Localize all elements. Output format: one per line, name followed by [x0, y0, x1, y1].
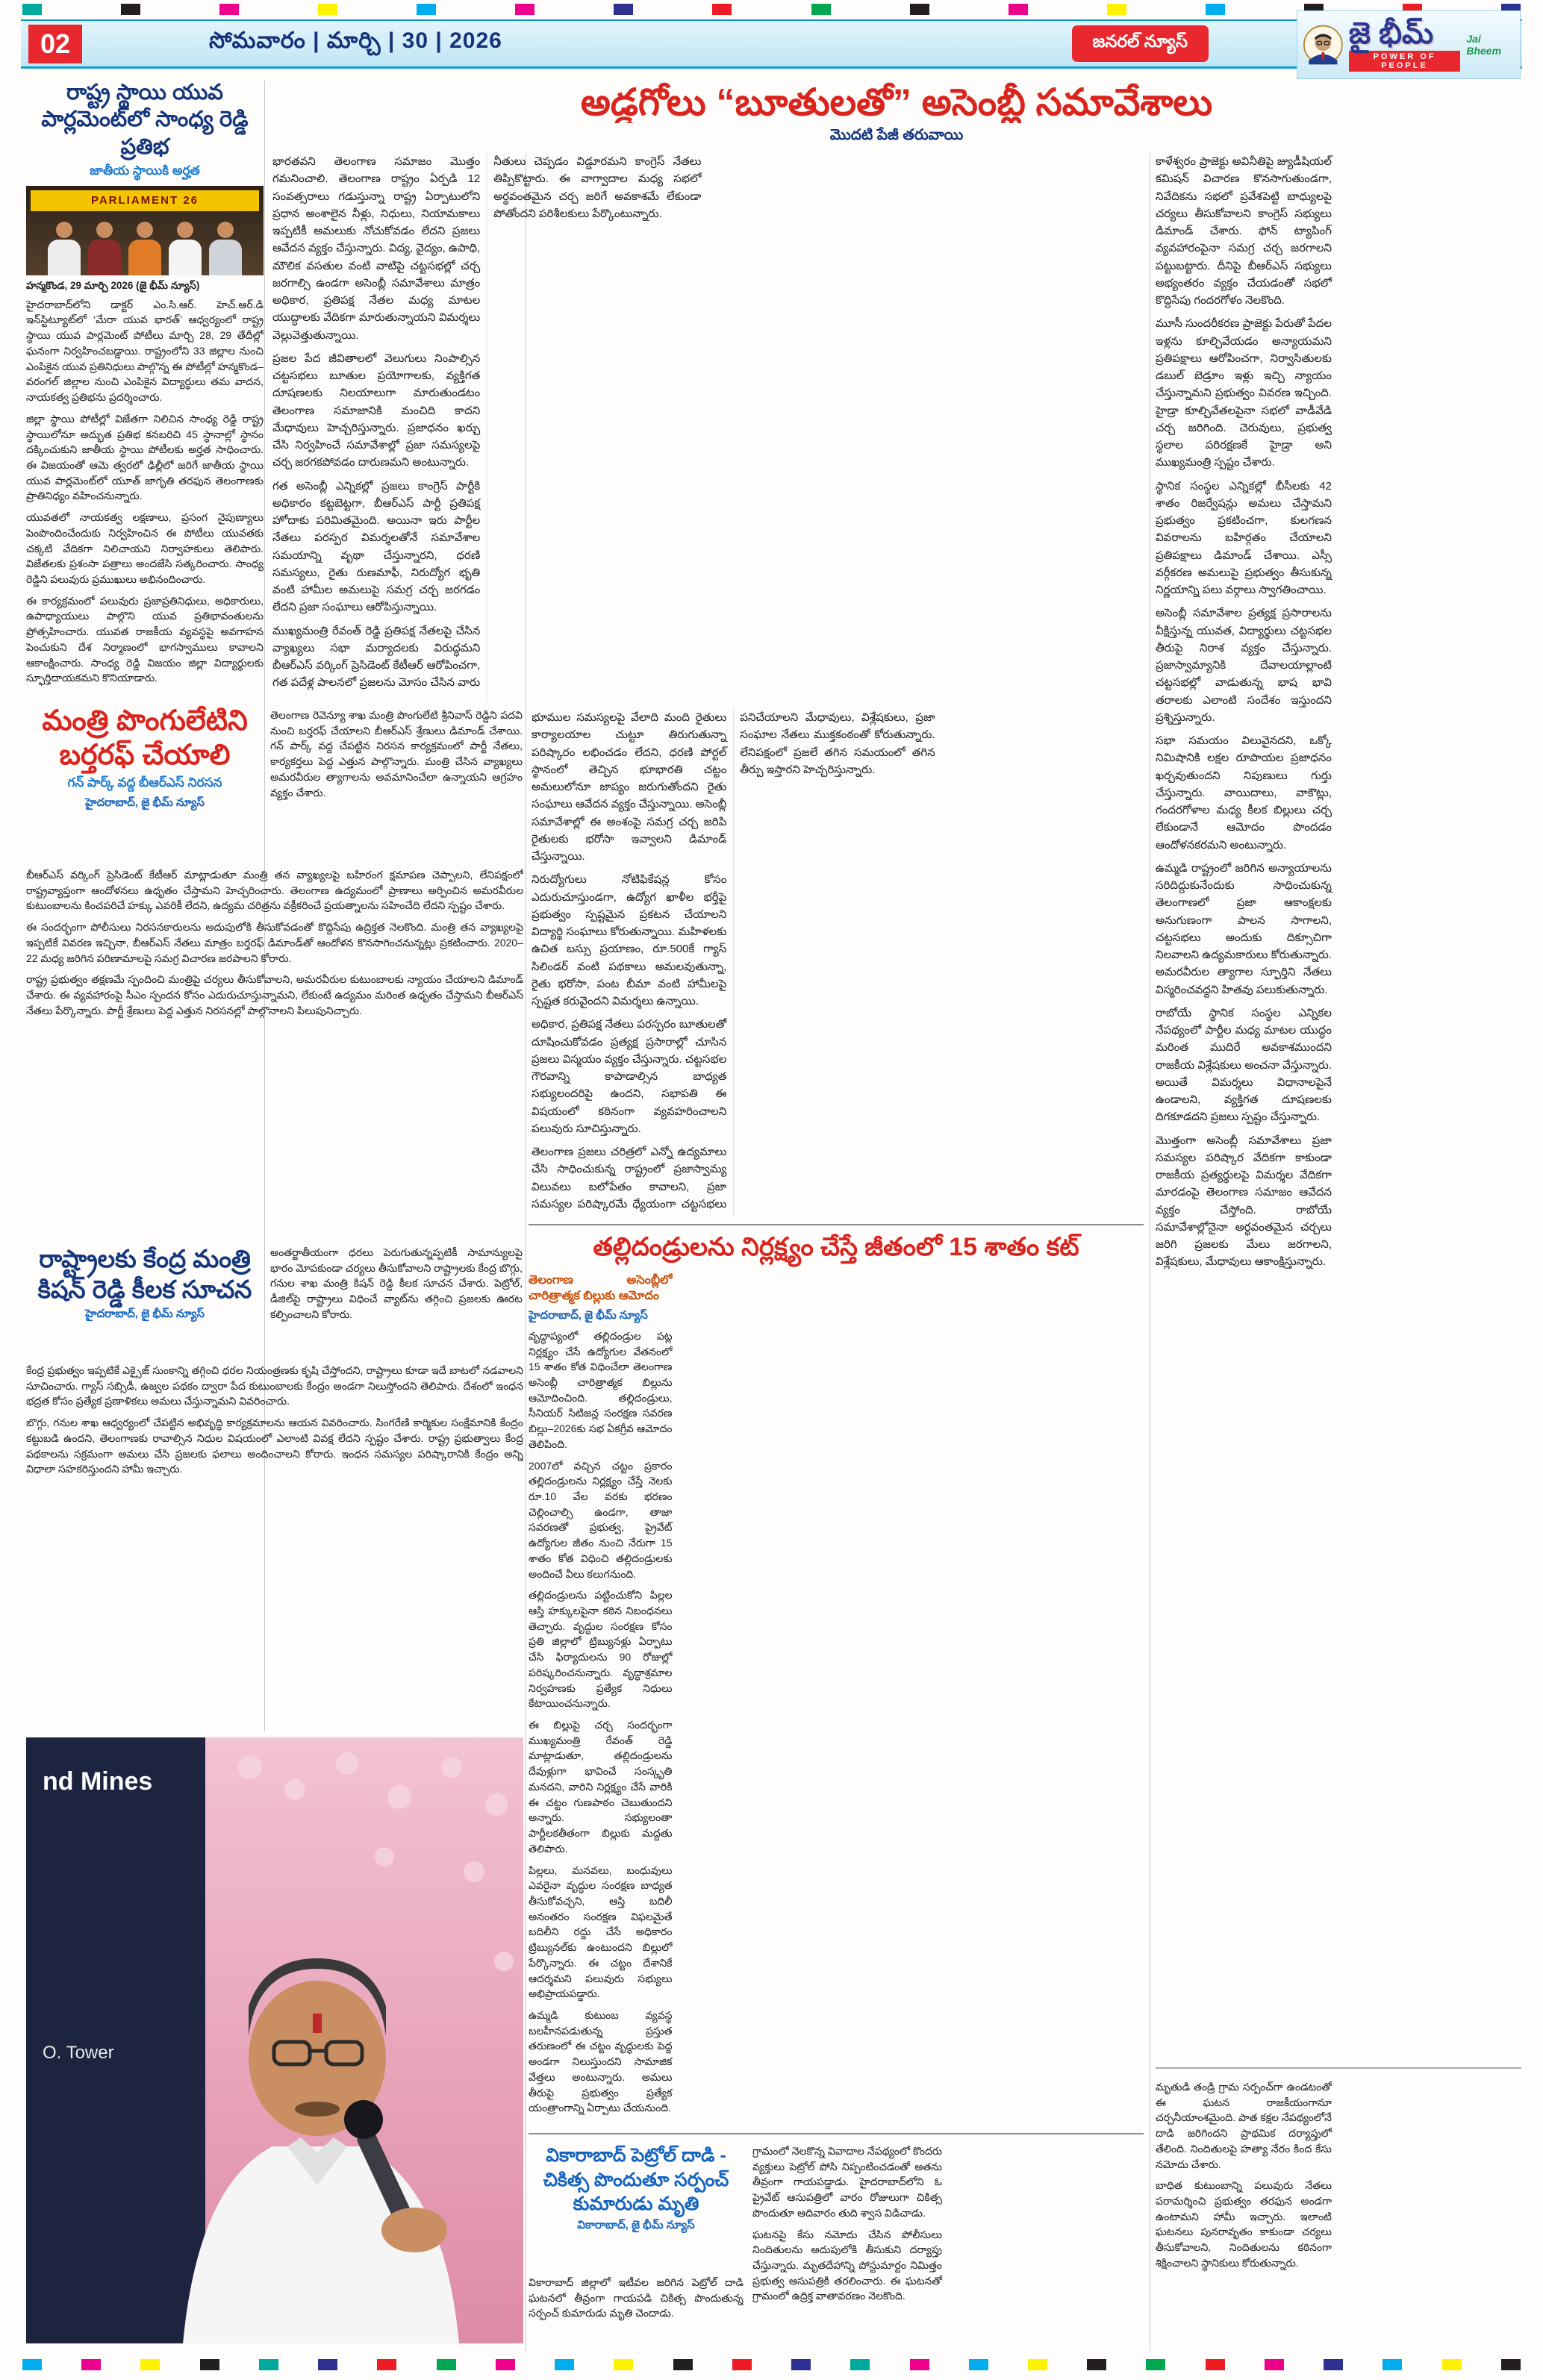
paragraph: భూముల సమస్యలపై వేలాది మంది రైతులు కార్యాలయాల చుట్టూ తిరుగుతున్నా పరిష్కారం లభించడం లేదని, ధరణి పోర్టల్ స్థానంలో తెచ్చిన భూభారతి చట్టం అమలులోనూ జాప్యం జరుగుతోందని రైతు సంఘాలు ఆవేదన వ్యక్తం చేస్తున్నాయి. అసెంబ్లీ సమావేశాల్లో ఈ అంశంపై సమగ్ర చర్చ జరిపి రైతులకు భరోసా ఇవ్వాలని డిమాండ్ చేస్తున్నాయి. — [532, 711, 727, 863]
paragraph: 2007లో వచ్చిన చట్టం ప్రకారం తల్లిదండ్రులను నిర్లక్ష్యం చేస్తే నెలకు రూ.10 వేల వరకు భరణం చెల్లించాల్సి ఉండగా, తాజా సవరణతో ప్రభుత్వ, ప్రైవేట్ ఉద్యోగుల జీతం నుంచి నేరుగా 15 శాతం కోత విధించి తల్లిదండ్రులకు అందించే వీలు కలుగనుంది. — [529, 1459, 673, 1580]
calibration-mark — [1501, 2359, 1521, 2370]
masthead — [21, 16, 1522, 70]
paragraph: అసెంబ్లీ సమావేశాల ప్రత్యక్ష ప్రసారాలను వీక్షిస్తున్న యువత, విద్యార్థులు చట్టసభల తీరుపై నిరాశ వ్యక్తం చేస్తున్నారు. ప్రజాస్వామ్యానికి దేవాలయాల్లాంటి చట్టసభల్లో వాడుతున్న భాష భావి తరాలకు ఎలాంటి సందేశం ఇస్తుందని ప్రశ్నిస్తున్నారు. — [1156, 607, 1332, 724]
article-youth-parliament — [26, 79, 264, 703]
paragraph: ఉమ్మడి కుటుంబ వ్యవస్థ బలహీనపడుతున్న ప్రస్తుత తరుణంలో ఈ చట్టం వృద్ధులకు పెద్ద అండగా నిలుస్తుందని సామాజిక వేత్తలు అంటున్నారు. అమలు తీరుపై ప్రభుత్వం ప్రత్యేక యంత్రాంగాన్ని ఏర్పాటు చేయనుంది. — [529, 2008, 673, 2114]
byline: హైదరాబాద్, జై భీమ్ న్యూస్ — [529, 1308, 648, 1322]
calibration-mark — [910, 4, 929, 15]
paragraph: రాబోయే స్థానిక సంస్థల ఎన్నికల నేపథ్యంలో పార్టీల మధ్య మాటల యుద్ధం మరింత ముదిరే అవకాశముందని రాజకీయ విశ్లేషకులు అంచనా వేస్తున్నారు. అయితే విమర్శలు విధానాలపైనే ఉండాలని, వ్యక్తిగత దూషణలకు దిగకూడదని ప్రజలు స్పష్టం చేస్తున్నారు. — [1156, 1006, 1332, 1124]
calibration-mark — [791, 2359, 811, 2370]
calibration-mark — [614, 2359, 633, 2370]
section-badge: జనరల్ న్యూస్ — [1072, 25, 1209, 62]
calibration-mark — [1009, 4, 1028, 15]
masthead-title-block — [1348, 16, 1461, 72]
paragraph: గత అసెంబ్లీ ఎన్నికల్లో ప్రజలు కాంగ్రెస్ పార్టీకి అధికారం కట్టబెట్టగా, బీఆర్ఎస్ పార్టీ ప్రతిపక్ష హోదాకు పరిమితమైంది. అయినా ఇరు పార్టీల నేతలు పరస్పర విమర్శలతోనే సమావేశాల సమయాన్ని వృథా చేస్తున్నారని, ధరణి సమస్యలు, రైతు రుణమాఫీ, నిరుద్యోగ భృతి వంటి హామీల అమలుపై సమగ్ర చర్చ జరగడం లేదని ప్రజా సంఘాలు ఆరోపిస్తున్నాయి. — [272, 479, 481, 614]
person-figure — [128, 222, 161, 275]
paragraph: జిల్లా స్థాయి పోటీల్లో విజేతగా నిలిచిన సాంధ్య రెడ్డి రాష్ట్ర స్థాయిలోనూ అద్భుత ప్రతిభ కనబరిచి 45 స్థానాల్లో స్థానం దక్కించుకుని జాతీయ స్థాయి పోటీలకు అర్హత సాధించారు. ఈ విజయంతో ఆమె త్వరలో ఢిల్లీలో జరిగే జాతీయ స్థాయి యువ పార్లమెంట్‌లో యూత్ జాగృతి తరఫున తెలంగాణకు ప్రాతినిధ్యం వహించనున్నారు. — [26, 412, 264, 502]
calibration-mark — [1146, 2359, 1165, 2370]
paragraph: వృద్ధాప్యంలో తల్లిదండ్రుల పట్ల నిర్లక్ష్యం చేసే ఉద్యోగుల వేతనంలో 15 శాతం కోత విధించేలా తెలంగాణ అసెంబ్లీ చారిత్రాత్మక బిల్లును ఆమోదించింది. తల్లిదండ్రులు, సీనియర్ సిటిజన్ల సంరక్షణ సవరణ బిల్లు–2026కు సభ ఏకగ్రీవ ఆమోదం తెలిపింది. — [529, 1329, 673, 1450]
calibration-mark — [712, 4, 732, 15]
article-headline: వికారాబాద్ పెట్రోల్ దాడి - చికిత్స పొందుతూ సర్పంచ్ కుమారుడు మృతి — [543, 2145, 729, 2214]
photo-youth-parliament — [26, 186, 264, 275]
calibration-mark — [515, 4, 534, 15]
article-headline: రాష్ట్ర స్థాయి యువ పార్లమెంట్‌లో సాంధ్య రెడ్డి ప్రతిభ — [41, 81, 249, 159]
calibration-mark — [496, 2359, 515, 2370]
masthead-tagline: POWER OF PEOPLE — [1349, 51, 1461, 72]
paragraph: బొగ్గు, గనుల శాఖ ఆధ్వర్యంలో చేపట్టిన అభివృద్ధి కార్యక్రమాలను ఆయన వివరించారు. సింగరేణి కార్మికుల సంక్షేమానికి కేంద్రం కట్టుబడి ఉందని, తెలంగాణకు రావాల్సిన నిధుల విషయంలో ఎలాంటి వివక్ష లేదని స్పష్టం చేశారు. రాష్ట్ర ప్రభుత్వాలు కేంద్ర పథకాలను సక్రమంగా అమలు చేసి ప్రజలకు ఫలాలు అందించాలని కోరారు. ఇంధన సమస్యల పరిష్కారానికి కేంద్రం అన్ని విధాలా సహకరిస్తుందని హామీ ఇచ్చారు. — [26, 1417, 523, 1475]
article-kicker: గన్ పార్క్ వద్ద బీఆర్ఎస్ నిరసన — [67, 775, 222, 790]
salary-article-columns — [529, 1273, 1144, 2128]
calibration-mark — [219, 4, 239, 15]
masthead-title: జై భీమ్ — [1348, 16, 1434, 50]
article-kicker: జాతీయ స్థాయికి అర్హత — [90, 163, 200, 178]
paragraph: అధికార, ప్రతిపక్ష నేతలు పరస్పరం బూతులతో దూషించుకోవడం ప్రత్యక్ష ప్రసారాల్లో చూసిన ప్రజలు విస్మయం వ్యక్తం చేస్తున్నారు. చట్టసభల గౌరవాన్ని కాపాడాల్సిన బాధ్యత సభ్యులందరిపై ఉందని, సభాపతి ఈ విషయంలో కఠినంగా వ్యవహరించాలని పలువురు సూచిస్తున్నారు. — [532, 1018, 727, 1135]
photo-people-group — [26, 222, 264, 275]
print-calibration-strip-bottom — [22, 2357, 1521, 2372]
calibration-mark — [1107, 4, 1126, 15]
paragraph: తల్లిదండ్రులను పట్టించుకోని పిల్లల ఆస్తి హక్కులపైనా కఠిన నిబంధనలు తెచ్చారు. వృద్ధుల సంరక్షణ కోసం ప్రతి జిల్లాలో ట్రిబ్యునళ్లు ఏర్పాటు చేసి ఫిర్యాదులను 90 రోజుల్లో పరిష్కరించనున్నారు. వృద్ధాశ్రమాల నిర్వహణకు ప్రత్యేక నిధులు కేటాయించనున్నారు. — [529, 1589, 673, 1710]
main-article-body-middle — [532, 709, 1144, 1216]
main-article-body-top — [272, 153, 1144, 702]
paragraph: ఘటనపై కేసు నమోదు చేసిన పోలీసులు నిందితులను అదుపులోకి తీసుకుని దర్యాప్తు చేస్తున్నారు. మృతదేహాన్ని పోస్టుమార్టం నిమిత్తం ప్రభుత్వ ఆసుపత్రికి తరలించారు. ఈ ఘటనతో గ్రామంలో ఉద్రిక్త వాతావరణం నెలకొంది. — [752, 2228, 942, 2302]
calibration-mark — [1442, 2359, 1462, 2370]
calibration-mark — [259, 2359, 278, 2370]
photo-banner-text: PARLIAMENT 26 — [31, 190, 259, 211]
calibration-mark — [437, 2359, 456, 2370]
vikarabad-body-continuation — [1156, 2079, 1521, 2354]
article-minister-body — [26, 867, 523, 1237]
main-article-body-right — [1156, 153, 1521, 2061]
paragraph: వికారాబాద్ జిల్లాలో ఇటీవల జరిగిన పెట్రోల్ దాడి ఘటనలో తీవ్రంగా గాయపడి చికిత్స పొందుతున్న సర్పంచ్ కుమారుడు మృతి చెందాడు. — [529, 2276, 744, 2320]
calibration-mark — [1028, 2359, 1047, 2370]
calibration-mark — [22, 4, 42, 15]
paragraph: తెలంగాణ రెవెన్యూ శాఖ మంత్రి పొంగులేటి శ్రీనివాస్ రెడ్డిని పదవి నుంచి బర్తరఫ్ చేయాలని బీఆర్ఎస్ శ్రేణులు డిమాండ్ చేశాయి. గన్ పార్క్ వద్ద చేపట్టిన నిరసన కార్యక్రమంలో పార్టీ నేతలు, కార్యకర్తలు పెద్ద ఎత్తున పాల్గొన్నారు. మంత్రి చేసిన వ్యాఖ్యలు అమరవీరుల త్యాగాలను అవమానించేలా ఉన్నాయని ఆగ్రహం వ్యక్తం చేశారు. — [270, 709, 523, 799]
main-headline: అడ్డగోలు “బూతులతో” అసెంబ్లీ సమావేశాలు — [580, 82, 1213, 123]
calibration-mark — [910, 2359, 929, 2370]
calibration-mark — [81, 2359, 101, 2370]
article-minister-headline-block — [26, 705, 264, 816]
paragraph: ప్రజల పేద జీవితాలలో వెలుగులు నింపాల్సిన చట్టసభలు బూతుల ప్రయోగాలకు, వ్యక్తిగత దూషణలకు నిలయాలుగా మారుతుండటం తెలంగాణ సమాజానికి మంచిది కాదని మేధావులు హెచ్చరిస్తున్నారు. ప్రజాధనం ఖర్చు చేసి నిర్వహించే సమావేశాల్లో ప్రజా సమస్యలపై చర్చ జరగకపోవడం దారుణమని అంటున్నారు. — [272, 352, 481, 469]
article-headline: మంత్రి పొంగులేటిని బర్తరఫ్ చేయాలి — [42, 705, 248, 771]
calibration-mark — [969, 2359, 988, 2370]
article-kishan-headline-block — [26, 1243, 264, 1328]
section-rule — [529, 1224, 1144, 1225]
article-body — [529, 1328, 673, 2116]
paragraph: ముఖ్యమంత్రి రేవంత్ రెడ్డి ప్రతిపక్ష నేతలపై చేసిన వ్యాఖ్యలు సభా మర్యాదలకు విరుద్ధమని బీఆర్ఎస్ వర్కింగ్ ప్రెసిడెంట్ కేటీఆర్ ఆరోపించగా, గత పదేళ్ల పాలనలో ప్రజలను మోసం చేసిన వారు నీతులు చెప్పడం విడ్డూరమని కాంగ్రెస్ నేతలు తిప్పికొట్టారు. ఈ వాగ్వాదాల మధ్య సభలో అర్థవంతమైన చర్చ జరిగే అవకాశమే లేకుండా పోతోందని పరిశీలకులు పేర్కొంటున్నారు. — [272, 155, 702, 690]
paragraph: గ్రామంలో నెలకొన్న వివాదాల నేపథ్యంలో కొందరు వ్యక్తులు పెట్రోల్ పోసి నిప్పంటించడంతో అతను తీవ్రంగా గాయపడ్డాడు. హైదరాబాద్‌లోని ఓ ప్రైవేట్ ఆసుపత్రిలో వారం రోజులుగా చికిత్స పొందుతూ ఆదివారం తుది శ్వాస విడిచాడు. — [752, 2145, 942, 2219]
article-kishan-body — [26, 1363, 523, 1733]
paragraph: బాధిత కుటుంబాన్ని పలువురు నేతలు పరామర్శించి ప్రభుత్వం తరఫున అండగా ఉంటామని హామీ ఇచ్చారు. ఇలాంటి ఘటనలు పునరావృతం కాకుండా చర్యలు తీసుకోవాలని, నిందితులను కఠినంగా శిక్షించాలని స్థానికులు కోరుతున్నారు. — [1156, 2179, 1332, 2269]
salary-article — [529, 1273, 1144, 2128]
paragraph: కేంద్ర ప్రభుత్వం ఇప్పటికే ఎక్సైజ్ సుంకాన్ని తగ్గించి ధరల నియంత్రణకు కృషి చేస్తోందని, రాష్ట్రాలు కూడా ఇదే బాటలో నడవాలని సూచించారు. గ్యాస్ సబ్సిడీ, ఉజ్వల పథకం ద్వారా పేద కుటుంబాలకు కేంద్రం అండగా నిలుస్తోందని తెలిపారు. దేశంలో ఇంధన భద్రత కోసం ప్రత్యేక ప్రణాళికలు అమలు చేస్తున్నామని వివరించారు. — [26, 1364, 523, 1408]
calibration-mark — [1265, 2359, 1284, 2370]
masthead-logo — [1297, 10, 1521, 79]
byline: హైదరాబాద్, జై భీమ్ న్యూస్ — [85, 796, 205, 810]
print-calibration-strip-top — [22, 3, 1521, 15]
page-number: 02 — [28, 25, 82, 63]
article-headline: రాష్ట్రాలకు కేంద్ర మంత్రి కిషన్ రెడ్డి కీలక సూచన — [37, 1245, 252, 1304]
paragraph: తెలంగాణ ప్రజలు చరిత్రలో ఎన్నో ఉద్యమాలు చేసి సాధించుకున్న రాష్ట్రంలో ప్రజాస్వామ్య విలువలు బలోపేతం కావాలని, ప్రజా సమస్యల పరిష్కారమే ధ్యేయంగా చట్టసభలు పనిచేయాలని మేధావులు, విశ్లేషకులు, ప్రజా సంఘాల నేతలు ముక్తకంఠంతో కోరుతున్నారు. లేనిపక్షంలో ప్రజలే తగిన సమయంలో తగిన తీర్పు ఇస్తారని హెచ్చరిస్తున్నారు. — [532, 711, 935, 1211]
svg-text:O. Tower: O. Tower — [43, 2043, 114, 2063]
paragraph: బీఆర్ఎస్ వర్కింగ్ ప్రెసిడెంట్ కేటీఆర్ మాట్లాడుతూ మంత్రి తన వ్యాఖ్యలపై బహిరంగ క్షమాపణ చెప్పాలని, లేనిపక్షంలో రాష్ట్రవ్యాప్తంగా ఆందోళనలు ఉధృతం చేస్తామని హెచ్చరించారు. తెలంగాణ ఉద్యమంలో ప్రాణాలు అర్పించిన అమరవీరుల కుటుంబాలను కించపరిచే హక్కు ఎవరికీ లేదని, ఉద్యమ చరిత్రను వక్రీకరించే ప్రయత్నాలను సహించేది లేదని స్పష్టం చేశారు. — [26, 869, 523, 912]
paragraph: ఈ కార్యక్రమంలో పలువురు ప్రజాప్రతినిధులు, అధికారులు, ఉపాధ్యాయులు పాల్గొని యువ ప్రతిభావంతులను ప్రోత్సహించారు. యువత రాజకీయ వ్యవస్థపై అవగాహన పెంచుకుని దేశ నిర్మాణంలో భాగస్వాములు కావాలని ఆకాంక్షించారు. సాంధ్య రెడ్డి విజయం జిల్లా విద్యార్థులకు స్ఫూర్తిదాయకమని కొనియాడారు. — [26, 594, 264, 684]
vikarabad-body-left — [529, 2275, 744, 2357]
ambedkar-portrait-icon — [1303, 23, 1343, 66]
paragraph: యువతలో నాయకత్వ లక్షణాలు, ప్రసంగ నైపుణ్యాలు పెంపొందించేందుకు నిర్వహించిన ఈ పోటీలు యువతకు చక్కటి వేదికగా నిలిచాయని నిర్వాహకులు తెలిపారు. విజేతలకు ప్రశంసా పత్రాలు అందజేసి సత్కరించారు. సాంధ్య రెడ్డిని పలువురు ప్రముఖులు అభినందించారు. — [26, 511, 264, 585]
person-figure — [209, 222, 242, 275]
calibration-mark — [140, 2359, 160, 2370]
paragraph: స్థానిక సంస్థల ఎన్నికల్లో బీసీలకు 42 శాతం రిజర్వేషన్లు అమలు చేస్తామని ప్రభుత్వం ప్రకటించగా, కులగణన వివరాలను బహిర్గతం చేయాలని ప్రతిపక్షాలు డిమాండ్ చేశాయి. ఎస్సీ వర్గీకరణ అమలుపై ప్రభుత్వం తీసుకున్న నిర్ణయాన్ని పలు వర్గాలు స్వాగతించాయి. — [1156, 479, 1332, 596]
calibration-mark — [121, 4, 140, 15]
paragraph: పిల్లలు, మనవలు, బంధువులు ఎవరైనా వృద్ధుల సంరక్షణ బాధ్యత తీసుకోవచ్చని, ఆస్తి బదిలీ అనంతరం సంరక్షణ విఫలమైతే బదిలీని రద్దు చేసే అధికారం ట్రిబ్యునల్‌కు ఉంటుందని బిల్లులో పేర్కొన్నారు. ఈ చట్టం దేశానికే ఆదర్శమని పలువురు సభ్యులు అభిప్రాయపడ్డారు. — [529, 1864, 673, 2000]
calibration-mark — [1324, 2359, 1343, 2370]
masthead-subtitle: Jai Bheem — [1466, 33, 1502, 57]
calibration-mark — [555, 2359, 574, 2370]
article-kicker: తెలంగాణ అసెంబ్లీలో చారిత్రాత్మక బిల్లుకు ఆమోదం — [529, 1274, 673, 1302]
calibration-mark — [850, 2359, 870, 2370]
dateline: హన్మకొండ, 29 మార్చి 2026 (జై భీమ్ న్యూస్) — [26, 279, 200, 291]
calibration-mark — [318, 4, 337, 15]
person-figure — [88, 222, 121, 275]
article-minister-body-side — [270, 708, 523, 861]
calibration-mark — [1087, 2359, 1106, 2370]
calibration-mark — [1206, 4, 1225, 15]
paragraph: సభా సమయం విలువైనదని, ఒక్కో నిమిషానికి లక్షల రూపాయల ప్రజాధనం ఖర్చవుతుందని నిపుణులు గుర్తు చేస్తున్నారు. వాయిదాలు, వాకౌట్లు, గందరగోళాల మధ్య కీలక బిల్లులు చర్చ లేకుండానే ఆమోదం పొందడం ఆందోళనకరమని అంటున్నారు. — [1156, 734, 1332, 852]
svg-text:nd Mines: nd Mines — [43, 1767, 153, 1796]
paragraph: ఉమ్మడి రాష్ట్రంలో జరిగిన అన్యాయాలను సరిదిద్దుకునేందుకు సాధించుకున్న తెలంగాణలో ప్రజా ఆకాంక్షలకు అనుగుణంగా పాలన సాగాలని, చట్టసభలు అందుకు దిక్సూచిగా నిలవాలని ఉద్యమకారులు కోరుతున్నారు. అమరవీరుల త్యాగాల స్ఫూర్తిని నేతలు విస్మరించవద్దని హితవు పలుకుతున్నారు. — [1156, 861, 1332, 996]
calibration-mark — [614, 4, 633, 15]
edition-date: సోమవారం | మార్చి | 30 | 2026 — [209, 28, 502, 53]
calibration-mark — [22, 2359, 42, 2370]
calibration-mark — [200, 2359, 219, 2370]
paragraph: ఈ సందర్భంగా పోలీసులు నిరసనకారులను అదుపులోకి తీసుకోవడంతో కొద్దిసేపు ఉద్రిక్తత నెలకొంది. మంత్రి తన వ్యాఖ్యలపై ఇప్పటికే వివరణ ఇచ్చినా, బీఆర్ఎస్ నేతలు మాత్రం బర్తరఫ్ డిమాండ్‌తో ఆందోళన కొనసాగించనున్నట్లు ప్రకటించారు. 2020–22 మధ్య జరిగిన పరిణామాలపై సమగ్ర విచారణ జరపాలని కోరారు. — [26, 921, 523, 964]
calibration-mark — [417, 4, 436, 15]
paragraph: ఈ బిల్లుపై చర్చ సందర్భంగా ముఖ్యమంత్రి రేవంత్ రెడ్డి మాట్లాడుతూ, తల్లిదండ్రులను దేవుళ్లుగా భావించే సంస్కృతి మనదని, వారిని నిర్లక్ష్యం చేసే వారికి ఈ చట్టం గుణపాఠం చెబుతుందని అన్నారు. సభ్యులంతా పార్టీలకతీతంగా బిల్లుకు మద్దతు తెలిపారు. — [529, 1719, 673, 1855]
section-rule — [529, 2133, 1144, 2134]
paragraph: మృతుడి తండ్రి గ్రామ సర్పంచ్‌గా ఉండటంతో ఈ ఘటన రాజకీయంగానూ చర్చనీయాంశమైంది. పాత కక్షల నేపథ్యంలోనే దాడి జరిగిందని ప్రాథమిక దర్యాప్తులో తేలింది. నిందితులపై హత్యా నేరం కింద కేసు నమోదు చేశారు. — [1156, 2081, 1332, 2170]
calibration-mark — [811, 4, 831, 15]
calibration-mark — [377, 2359, 396, 2370]
paragraph: భారతవని తెలంగాణ సమాజం మొత్తం గమనించాలి. తెలంగాణ రాష్ట్రం ఏర్పడి 12 సంవత్సరాలు గడుస్తున్నా రాష్ట్ర ఏర్పాటులోని ప్రధాన అంశాలైన నీళ్లు, నిధులు, నియామకాలు ఇప్పటికీ అమలుకు నోచుకోవడం లేదని ప్రజలు ఆవేదన వ్యక్తం చేస్తున్నారు. విద్య, వైద్యం, ఉపాధి, మౌలిక వసతుల వంటి వాటిపై చట్టసభల్లో చర్చ జరగాల్సి ఉండగా అసెంబ్లీ సమావేశాలు మాత్రం అధికార, ప్రతిపక్ష నేతల మధ్య మాటల యుద్ధాలకు వేదికగా మారుతున్నాయని విమర్శలు వెల్లువెత్తుతున్నాయి. — [272, 155, 481, 342]
calibration-mark — [732, 2359, 752, 2370]
continuation-note: మొదటి పేజీ తరువాయి — [829, 127, 964, 143]
paragraph: అంతర్జాతీయంగా ధరలు పెరుగుతున్నప్పటికీ సామాన్యులపై భారం మోపకుండా చర్యలు తీసుకోవాలని రాష్ట్రాలకు కేంద్ర బొగ్గు, గనుల శాఖ మంత్రి కిషన్ రెడ్డి కీలక సూచన చేశారు. పెట్రోల్, డీజిల్‌పై రాష్ట్రాలు విధించే వ్యాట్‌ను తగ్గించి ప్రజలకు ఊరట కల్పించాలని కోరారు. — [270, 1246, 523, 1320]
byline: హైదరాబాద్, జై భీమ్ న్యూస్ — [85, 1307, 205, 1320]
byline: వికారాబాద్, జై భీమ్ న్యూస్ — [577, 2218, 695, 2231]
paragraph: రాష్ట్ర ప్రభుత్వం తక్షణమే స్పందించి మంత్రిపై చర్యలు తీసుకోవాలని, అమరవీరుల కుటుంబాలకు న్యాయం చేయాలని డిమాండ్ చేశారు. ఈ వ్యవహారంపై సీఎం స్పందన కోసం ఎదురుచూస్తున్నామని, లేకుంటే ఉద్యమం మరింత ఉధృతం చేస్తామని బీఆర్ఎస్ నేతలు పేర్కొన్నారు. పార్టీ శ్రేణులు పెద్ద ఎత్తున నిరసనల్లో పాల్గొనాలని పిలుపునిచ్చారు. — [26, 973, 523, 1016]
photo-kishan-reddy-press-meet — [26, 1737, 523, 2343]
person-figure — [169, 222, 202, 275]
article-body — [26, 297, 264, 692]
calibration-mark — [1383, 2359, 1402, 2370]
calibration-mark — [318, 2359, 337, 2370]
section-rule — [1156, 2067, 1521, 2069]
person-figure — [48, 222, 81, 275]
article-kishan-body-side — [270, 1245, 523, 1358]
vikarabad-headline-block — [529, 2143, 744, 2239]
paragraph: మొత్తంగా అసెంబ్లీ సమావేశాలు ప్రజా సమస్యల పరిష్కార వేదికగా కాకుండా రాజకీయ ప్రత్యర్థులపై విమర్శల వేదికగా మారడంపై తెలంగాణ సమాజం ఆవేదన వ్యక్తం చేస్తోంది. రాబోయే సమావేశాల్లోనైనా అర్థవంతమైన చర్చలు జరిగి ప్రజలకు మేలు జరగాలని, విశ్లేషకులు, మేధావులు ఆకాంక్షిస్తున్నారు. — [1156, 1134, 1332, 1269]
paragraph: మూసీ సుందరీకరణ ప్రాజెక్టు పేరుతో పేదల ఇళ్లను కూల్చివేయడం అన్యాయమని ప్రతిపక్షాలు ఆరోపించగా, నిర్వాసితులకు డబుల్ బెడ్రూం ఇళ్లు ఇచ్చి న్యాయం చేస్తున్నామని ప్రభుత్వం వివరణ ఇచ్చింది. హైడ్రా కూల్చివేతలపైనా సభలో వాడీవేడి చర్చ జరిగింది. చెరువులు, ప్రభుత్వ స్థలాల పరిరక్షణకే హైడ్రా అని ముఖ్యమంత్రి స్పష్టం చేశారు. — [1156, 317, 1332, 469]
press-meet-illustration — [26, 1737, 523, 2343]
salary-article-headline: తల్లిదండ్రులను నిర్లక్ష్యం చేస్తే జీతంలో 15 శాతం కట్ — [593, 1233, 1079, 1261]
calibration-mark — [1206, 2359, 1225, 2370]
paragraph: హైదరాబాద్‌లోని డాక్టర్ ఎం.సి.ఆర్. హెచ్.ఆర్.డి ఇన్‌స్టిట్యూట్‌లో ‘మేరా యువ భారత్’ ఆధ్వర్యంలో రాష్ట్ర స్థాయి యువ పార్లమెంట్ పోటీలు మార్చి 28, 29 తేదీల్లో ఘనంగా నిర్వహించబడ్డాయి. రాష్ట్రంలోని 33 జిల్లాల నుంచి ఎంపికైన యువ ప్రతినిధులు పాల్గొన్న ఈ పోటీల్లో హన్మకొండ–వరంగల్ జిల్లాల నుంచి ఎంపికైన విద్యార్థులు తమ వాదన, నాయకత్వ ప్రతిభను ప్రదర్శించారు. — [26, 298, 264, 404]
paragraph: కాళేశ్వరం ప్రాజెక్టు అవినీతిపై జ్యుడీషియల్ కమిషన్ విచారణ కొనసాగుతుండగా, నివేదికను సభలో ప్రవేశపెట్టి బాధ్యులపై చర్యలు తీసుకోవాలని కాంగ్రెస్ సభ్యులు డిమాండ్ చేశారు. ఫోన్ ట్యాపింగ్ వ్యవహారంపైనా సమగ్ర చర్చ జరగాలని పట్టుబట్టారు. దీనిపై బీఆర్ఎస్ సభ్యులు అభ్యంతరం వ్యక్తం చేయడంతో సభలో కొద్దిసేపు గందరగోళం నెలకొంది. — [1156, 155, 1332, 307]
calibration-mark — [673, 2359, 693, 2370]
vikarabad-body-right — [752, 2143, 1145, 2357]
paragraph: నిరుద్యోగులు నోటిఫికేషన్ల కోసం ఎదురుచూస్తుండగా, ఉద్యోగ ఖాళీల భర్తీపై ప్రభుత్వం స్పష్టమైన ప్రకటన చేయాలని విద్యార్థి సంఘాలు కోరుతున్నాయి. మహిళలకు ఉచిత బస్సు ప్రయాణం, రూ.500కే గ్యాస్ సిలిండర్ వంటి పథకాలు అమలవుతున్నా, రైతు భరోసా, పంట బీమా వంటి హామీలపై స్పష్టత కరువైందని విమర్శలు ఉన్నాయి. — [532, 873, 727, 1008]
